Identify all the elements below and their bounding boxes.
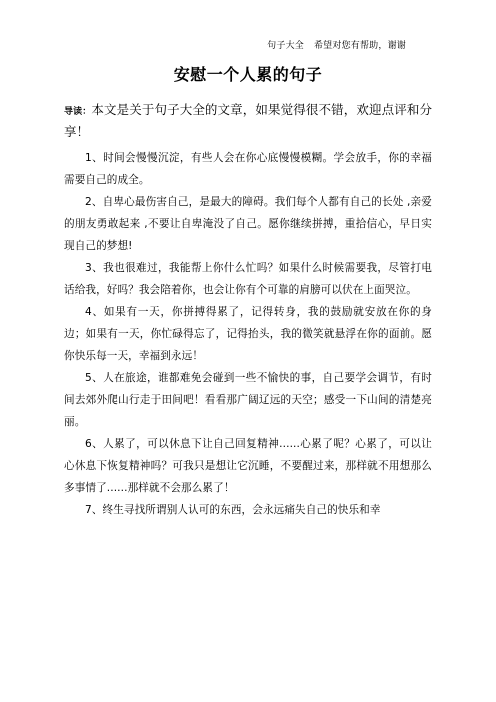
header-site: 句子大全 — [267, 41, 304, 51]
paragraph-6: 6、人累了，可以休息下让自己回复精神......心累了呢？心累了，可以让心休息下恢复精神吗？可我只是想让它沉睡，不要醒过来，那样就不用想那么多事情了......那样就不会那么累了！ — [64, 438, 432, 494]
intro-paragraph — [64, 100, 432, 142]
header-note: 希望对您有帮助，谢谢 — [313, 41, 406, 51]
paragraph-5: 5、人在旅途，谁都难免会碰到一些不愉快的事，自己要学会调节，有时间去郊外爬山行走于田间吧！看看那广阔辽远的天空；感受一下山间的清楚亮丽。 — [64, 372, 432, 428]
page-header — [267, 38, 406, 51]
paragraph-7: 7、终生寻找所谓别人认可的东西，会永远痛失自己的快乐和幸 — [85, 504, 381, 516]
paragraph-4: 4、如果有一天，你拼搏得累了，记得转身，我的鼓励就安放在你的身边；如果有一天，你忙碌得忘了，记得抬头，我的微笑就悬浮在你的面前。愿你快乐每一天，幸福到永远！ — [64, 306, 432, 362]
paragraph-1: 1、时间会慢慢沉淀，有些人会在你心底慢慢模糊。学会放手，你的幸福需要自己的成全。 — [64, 152, 432, 186]
document-body — [64, 100, 432, 521]
paragraph-2: 2、自卑心最伤害自己，是最大的障碍。我们每个人都有自己的长处 ,亲爱的朋友勇敢起来 ,不要让自卑淹没了自己。愿你继续拼搏，重拾信心，早日实现自己的梦想! — [64, 196, 432, 252]
paragraph-3: 3、我也很难过，我能帮上你什么忙吗？如果什么时候需要我，尽管打电话给我，好吗？我会陪着你，也会让你有个可靠的肩膀可以伏在上面哭泣。 — [64, 262, 432, 296]
intro-text: 本文是关于句子大全的文章，如果觉得很不错，欢迎点评和分享！ — [64, 102, 432, 139]
intro-lead: 导读： — [64, 107, 92, 117]
page-title: 安慰一个人累的句子 — [173, 65, 323, 84]
